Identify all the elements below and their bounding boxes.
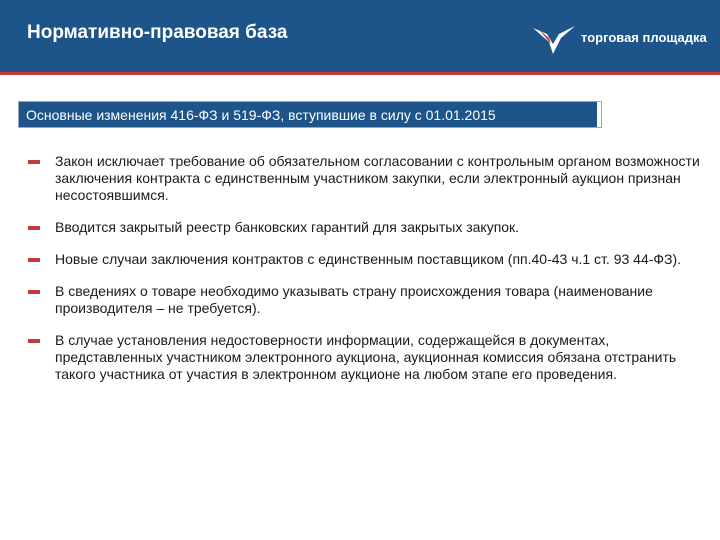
header-separator [0, 72, 720, 75]
logo [531, 24, 707, 58]
list-item [28, 219, 700, 236]
bullet-text: Новые случаи заключения контрактов с единственным поставщиком (пп.40-43 ч.1 ст. 93 44-ФЗ). [55, 251, 682, 267]
list-item [28, 332, 700, 383]
bullet-list [28, 153, 700, 398]
red-dash-bullet-icon [28, 339, 40, 343]
bird-logo-icon [531, 24, 577, 58]
red-dash-bullet-icon [28, 290, 40, 294]
subtitle-text: Основные изменения 416-ФЗ и 519-ФЗ, вступившие в силу с 01.01.2015 [26, 107, 496, 123]
red-dash-bullet-icon [28, 226, 40, 230]
list-item [28, 251, 700, 268]
red-dash-bullet-icon [28, 160, 40, 164]
logo-text: торговая площадка [581, 30, 707, 45]
bullet-text: Закон исключает требование об обязательном согласовании с контрольным органом возможности заключения контракта с единственным участником закупки, если электронный аукцион признан несостоявшимся. [55, 153, 700, 203]
list-item [28, 283, 700, 317]
header-bar [0, 0, 720, 72]
subtitle-box [19, 102, 601, 127]
page-title: Нормативно-правовая база [27, 22, 288, 43]
list-item [28, 153, 700, 204]
bullet-text: В сведениях о товаре необходимо указывать страну происхождения товара (наименование производителя – не требуется). [55, 283, 653, 316]
bullet-text: В случае установления недостоверности информации, содержащейся в документах, представленных участником электронного аукциона, аукционная комиссия обязана отстранить такого участника от участия в электронном аукционе на любом этапе его проведения. [55, 332, 677, 382]
red-dash-bullet-icon [28, 258, 40, 262]
bullet-text: Вводится закрытый реестр банковских гарантий для закрытых закупок. [55, 219, 520, 235]
